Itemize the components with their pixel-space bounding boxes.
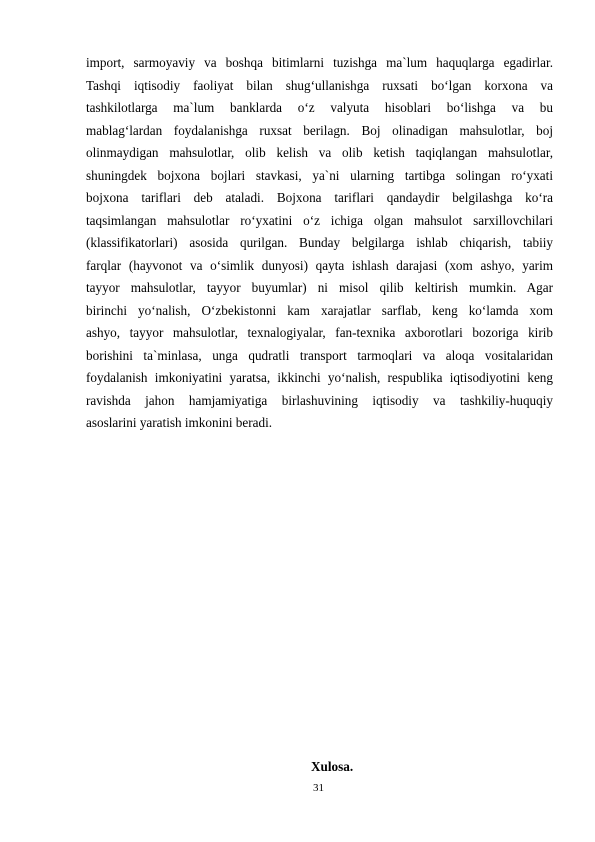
text-line: tayyor mahsulotlar, tayyor buyumlar) ni misol qilib keltirish mumkin. Agar [86,280,553,295]
text-line: import, sarmoyaviy va boshqa bitimlarni tuzishga ma`lum haquqlarga egadirlar. [86,55,553,70]
text-line: birinchi yo‘nalish, O‘zbekistonni kam xarajatlar sarflab, keng ko‘lamda xom [86,302,553,318]
page-number: 31 [313,782,324,794]
text-line: tashkilotlarga ma`lum banklarda o‘z valyuta hisoblari bo‘lishga va bu [86,100,553,115]
text-line: taqsimlangan mahsulotlar ro‘yxatini o‘z ichiga olgan mahsulot sarxillovchilari [86,212,553,228]
text-line: Tashqi iqtisodiy faoliyat bilan shug‘ullanishga ruxsati bo‘lgan korxona va [86,77,553,93]
text-line: asoslarini yaratish imkonini beradi. [86,415,273,430]
text-line: ashyo, tayyor mahsulotlar, texnalogiyalar, fan-texnika axborotlari bozoriga kirib [86,325,553,340]
text-line: olinmaydigan mahsulotlar, olib kelish va olib ketish taqiqlangan mahsulotlar, [86,145,553,160]
text-line: (klassifikatorlari) asosida qurilgan. Bunday belgilarga ishlab chiqarish, tabiiy [86,235,553,250]
text-line: bojxona tariflari deb ataladi. Bojxona tariflari qandaydir belgilashga ko‘ra [86,190,553,205]
body-text [86,52,553,435]
text-line: borishini ta`minlasa, unga qudratli transport tarmoqlari va aloqa vositalaridan [86,347,553,363]
text-line: farqlar (hayvonot va o‘simlik dunyosi) qayta ishlash darajasi (xom ashyo, yarim [86,257,553,273]
text-line: ravishda jahon hamjamiyatiga birlashuvining iqtisodiy va tashkiliy-huquqiy [86,392,553,408]
section-heading: Xulosa. [311,759,354,774]
text-line: foydalanish imkoniyatini yaratsa, ikkinchi yo‘nalish, respublika iqtisodiyotini keng [86,370,553,385]
text-line: shuningdek bojxona bojlari stavkasi, ya`ni ularning tartibga solingan ro‘yxati [86,167,553,183]
text-line: mablag‘lardan foydalanishga ruxsat berilagn. Boj olinadigan mahsulotlar, boj [86,122,553,138]
